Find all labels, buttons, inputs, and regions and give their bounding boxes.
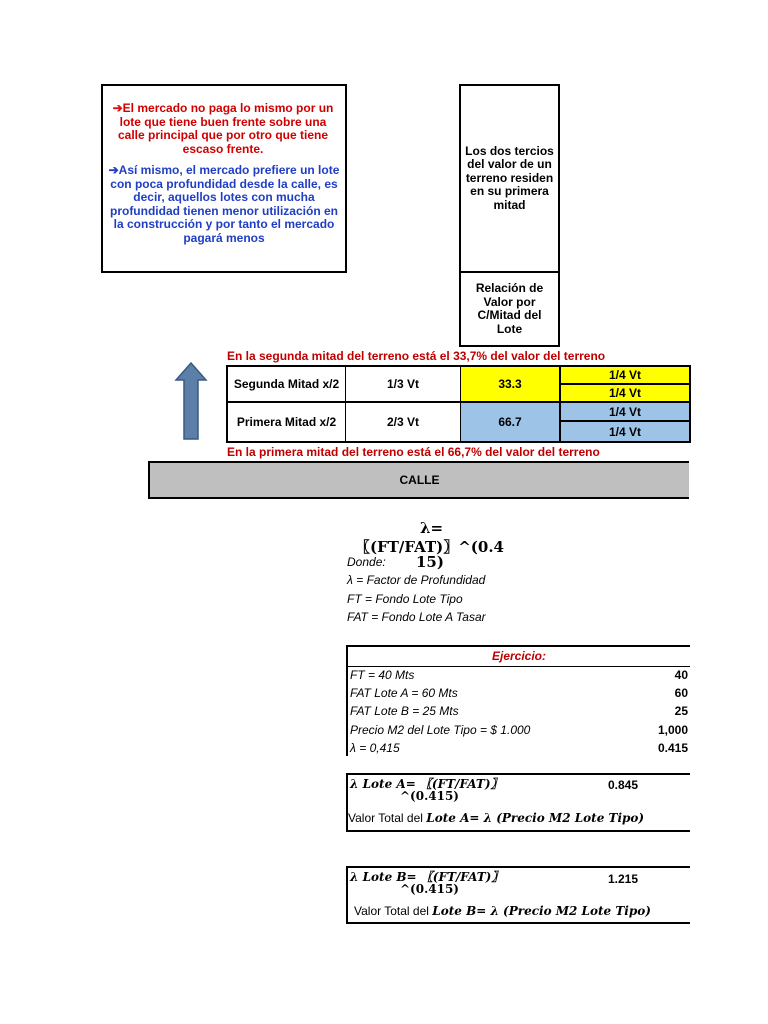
exercise-title: Ejercicio: [491,649,547,663]
lote-b-value: 1.215 [608,872,639,886]
two-thirds-note: Los dos tercios del valor de un terreno residen en su primera mitad [459,84,560,273]
street-bar: CALLE [148,461,689,499]
note-paragraph-1: ➔El mercado no paga lo mismo por un lote que tiene buen frente sobre una calle principal que por otro que tiene escaso frente. [112,101,334,156]
formula-line-3: 15) [416,553,444,571]
exercise-row-value: 1,000 [657,723,688,737]
lote-b-box [346,866,690,924]
lote-a-box [346,773,690,832]
right-arrow-icon: ➔ [108,163,119,177]
depth-value-table [226,365,691,443]
up-arrow-icon [174,362,208,440]
first-half-caption: En la primera mitad del terreno está el 66,7% del valor del terreno [227,445,600,459]
exercise-table [346,645,690,756]
table-quarter-cell: 1/4 Vt [561,403,689,422]
note-paragraph-2: ➔Así mismo, el mercado prefiere un lote con poca profundidad desde la calle, es decir, aquellos lotes con mucha profundidad tienen menor utilización en la construcción y por tanto el mercado pagará menos [108,163,340,245]
table-quarter-cell: 1/4 Vt [561,385,689,403]
formula-line-2: 〖(FT/FAT)〗^(0.4 [355,538,504,556]
table-quarter-cell: 1/4 Vt [561,422,689,441]
exercise-row-value: 40 [674,668,688,682]
lote-a-exponent: ^(0.415) [400,789,459,803]
exercise-row-label: Precio M2 del Lote Tipo = $ 1.000 [350,723,531,737]
donde-label: Donde: [347,555,386,569]
table-quarter-cell: 1/4 Vt [561,367,689,385]
table-row-value: 33.3 [461,367,561,403]
second-half-caption: En la segunda mitad del terreno está el 33,7% del valor del terreno [227,349,606,363]
exercise-row-label: λ = 0,415 [350,741,400,755]
exercise-divider [348,666,690,667]
exercise-row-label: FT = 40 Mts [350,668,415,682]
lote-a-formula: λ Lote A= 〖(FT/FAT)〗 [350,777,503,791]
table-row-label: Segunda Mitad x/2 [228,367,346,403]
fat-definition: FAT = Fondo Lote A Tasar [347,610,486,624]
formula-line-1: λ= [420,519,444,537]
lote-b-formula: λ Lote B= 〖(FT/FAT)〗 [350,870,504,884]
right-arrow-icon: ➔ [112,101,123,115]
ft-definition: FT = Fondo Lote Tipo [347,592,463,606]
table-row-fraction: 1/3 Vt [346,367,461,403]
exercise-row-value: 60 [674,686,688,700]
exercise-row-value: 0.415 [657,741,688,755]
lote-b-exponent: ^(0.415) [400,882,459,896]
lote-a-total: Valor Total del Lote A= λ (Precio M2 Lote Tipo) [348,811,645,825]
exercise-row-label: FAT Lote A = 60 Mts [350,686,458,700]
lote-b-total: Valor Total del Lote B= λ (Precio M2 Lote Tipo) [354,904,651,918]
table-row-value: 66.7 [461,403,561,441]
lambda-definition: λ = Factor de Profundidad [347,573,486,587]
market-note-box [101,84,347,273]
exercise-row-label: FAT Lote B = 25 Mts [350,704,459,718]
exercise-row-value: 25 [674,704,688,718]
table-row-label: Primera Mitad x/2 [228,403,346,441]
lote-a-value: 0.845 [608,778,639,792]
table-row-fraction: 2/3 Vt [346,403,461,441]
value-relation-header: Relación de Valor por C/Mitad del Lote [459,272,560,347]
